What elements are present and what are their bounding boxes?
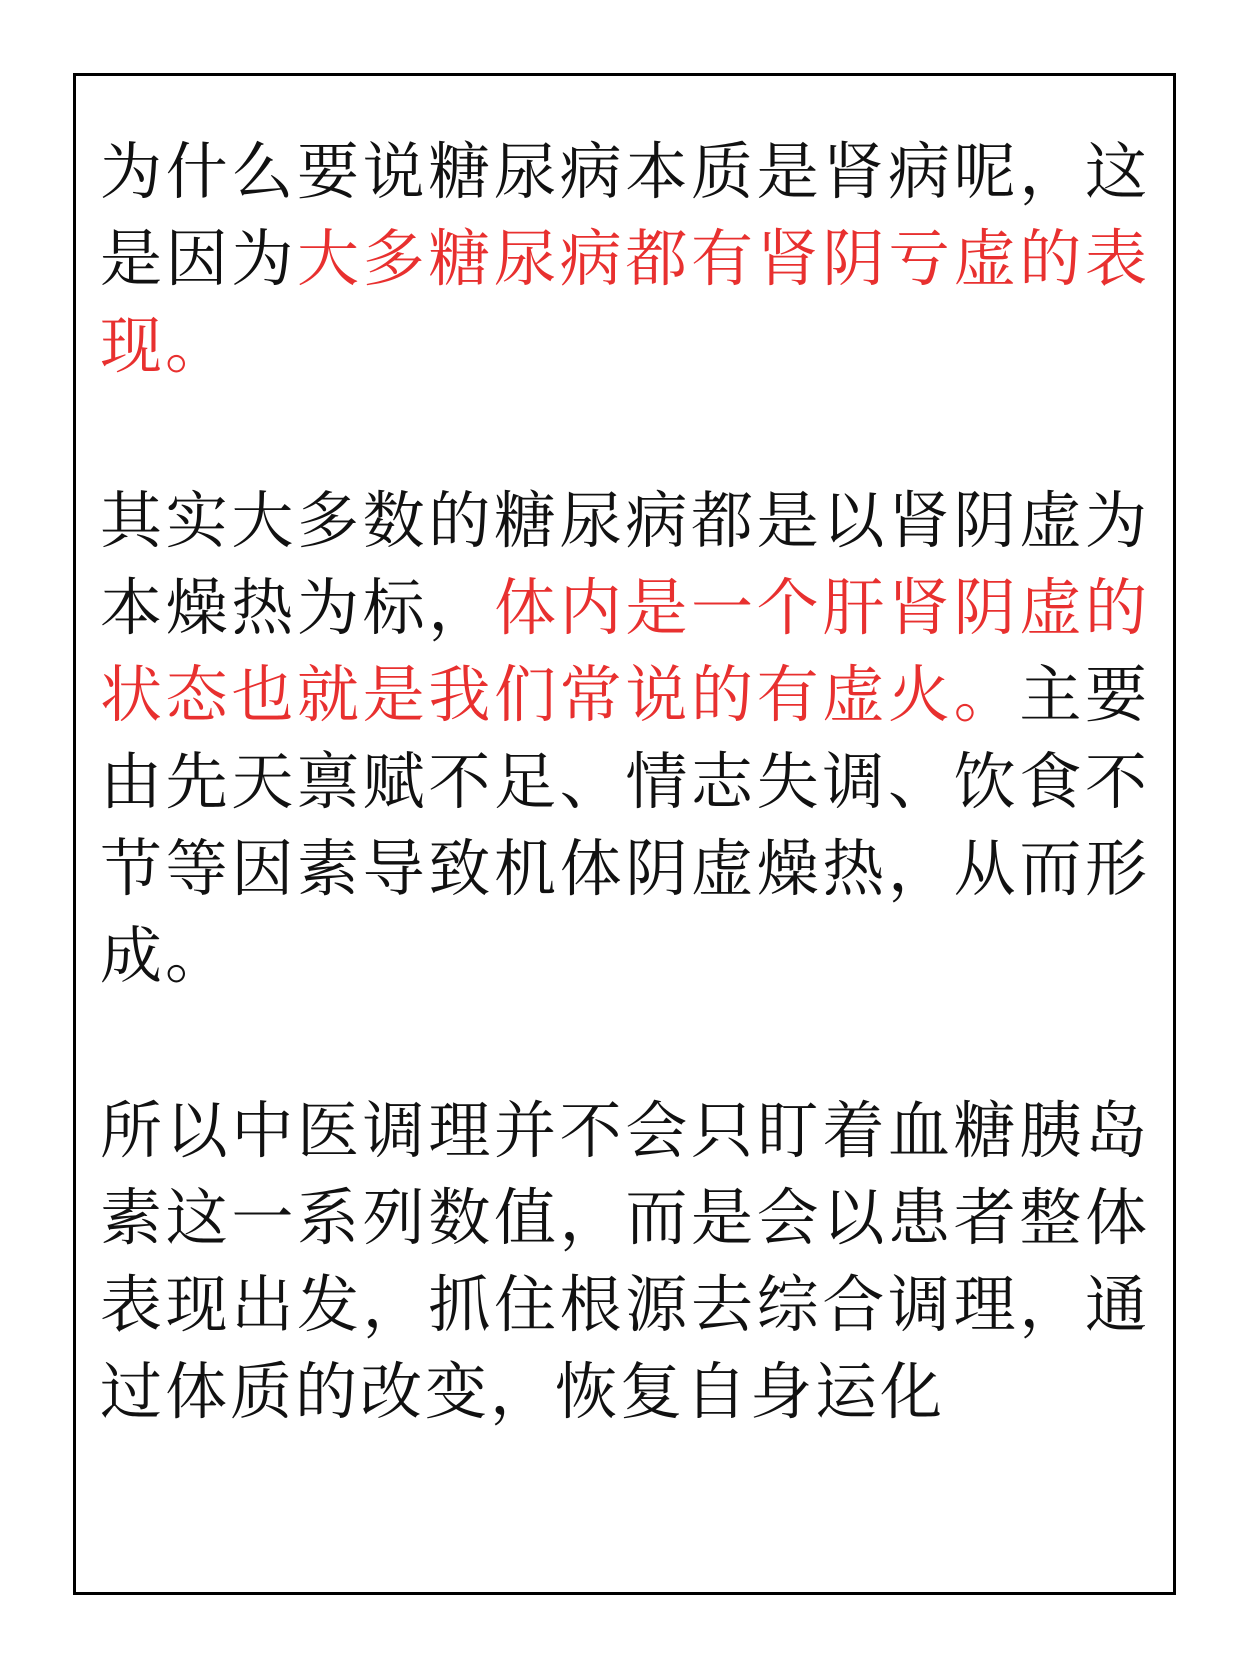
article-body bbox=[100, 128, 1150, 1435]
paragraph-3-text: 所以中医调理并不会只盯着血糖胰岛素这一系列数值，而是会以患者整体表现出发，抓住根源去综合调理，通过体质的改变，恢复自身运化 bbox=[100, 1094, 1150, 1428]
paragraph-1 bbox=[100, 128, 1150, 389]
paragraph-3 bbox=[100, 1087, 1150, 1435]
paragraph-2-highlight: 体内是一个肝肾阴虚的状态也就是我们常说的有虚火。 bbox=[100, 571, 1150, 731]
paragraph-1-highlight: 大多糖尿病都有肾阴亏虚的表现。 bbox=[100, 222, 1150, 382]
paragraph-2 bbox=[100, 477, 1150, 999]
paragraph-2-text-a: 其实大多数的糖尿病都是以肾阴虚为本燥热为标， bbox=[100, 484, 1150, 644]
paragraph-1-text: 为什么要说糖尿病本质是肾病呢，这是因为 bbox=[100, 135, 1150, 295]
paragraph-2-text-b: 主要由先天禀赋不足、情志失调、饮食不节等因素导致机体阴虚燥热，从而形成。 bbox=[100, 658, 1150, 992]
